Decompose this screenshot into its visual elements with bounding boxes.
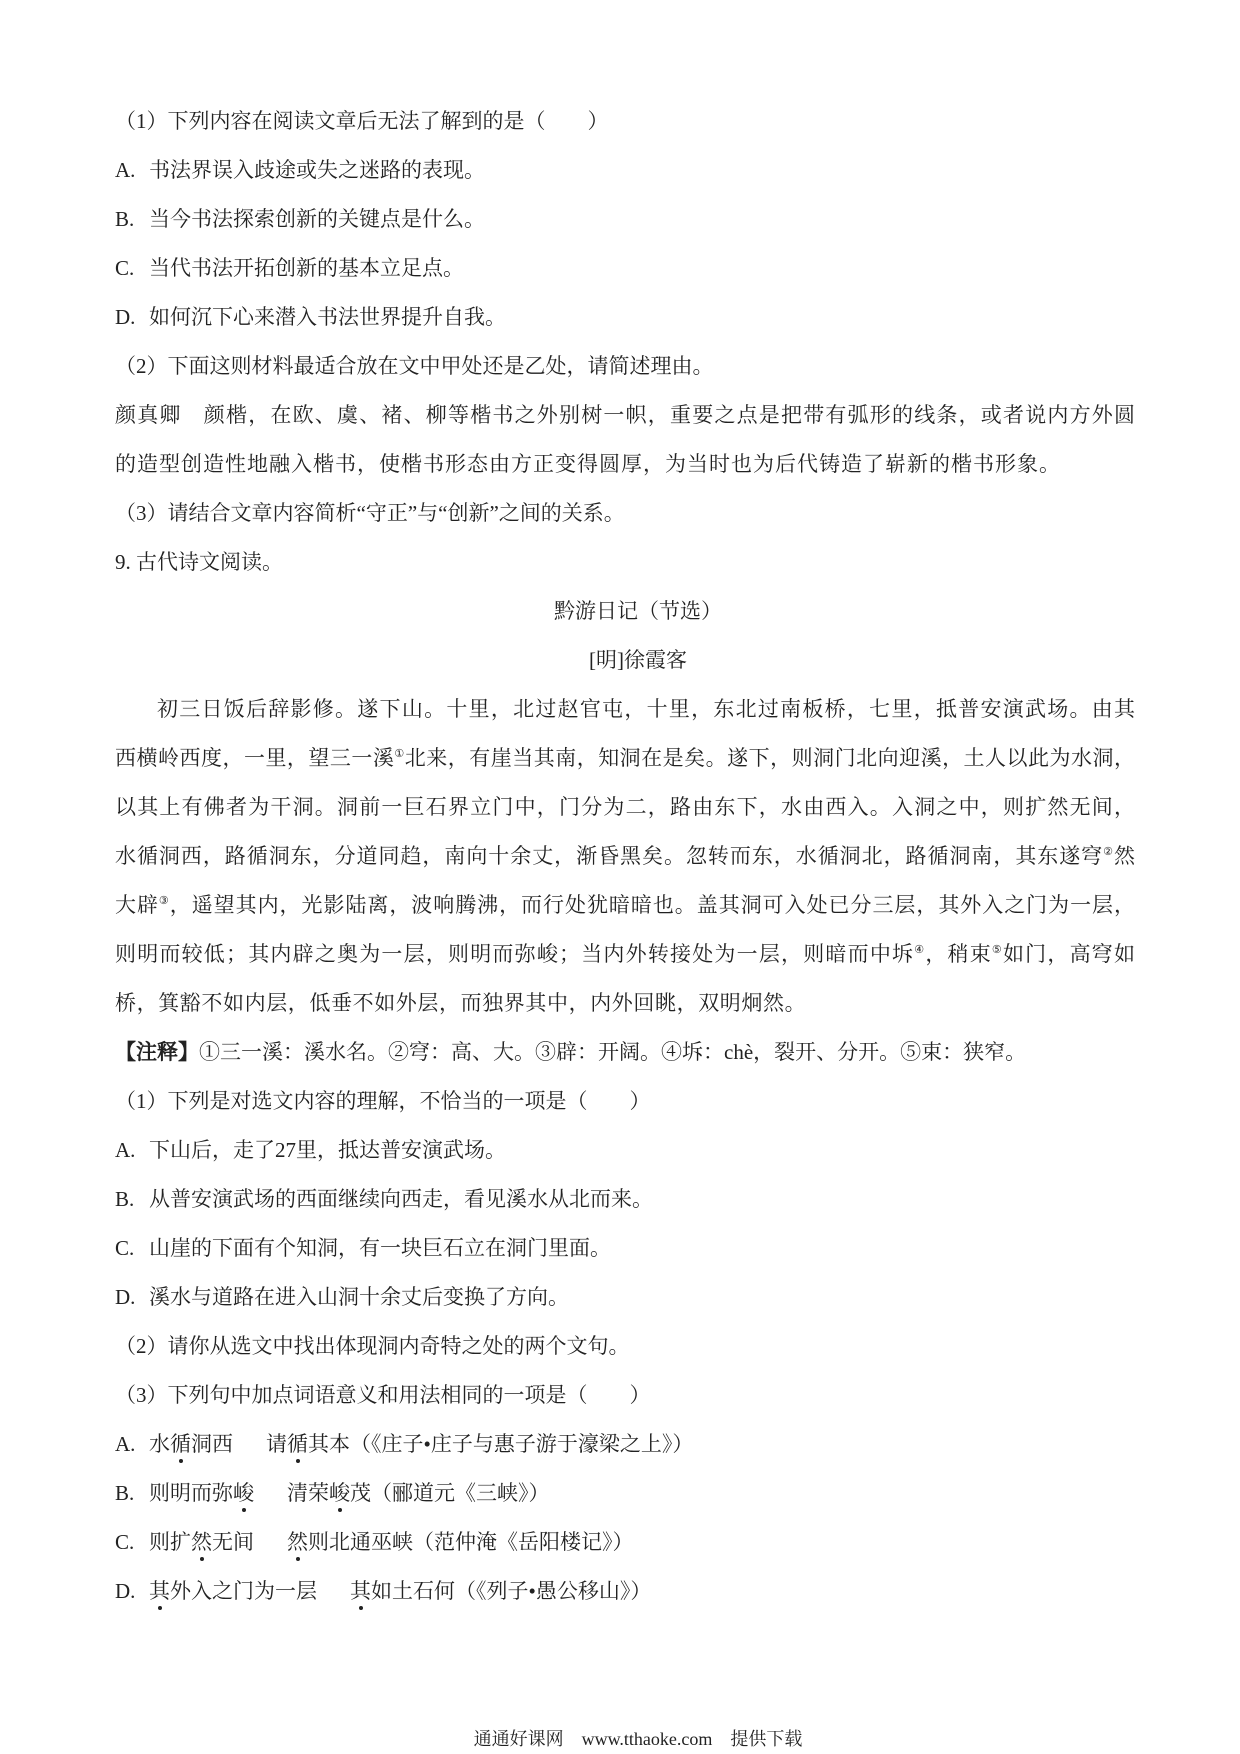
- q9-part1-option-d: [115, 1273, 1135, 1322]
- q8-part2-material-line-1: 颜真卿 颜楷，在欧、虞、褚、柳等楷书之外别树一帜，重要之点是把带有弧形的线条，或者说内方外圆: [115, 403, 1135, 427]
- sentence-text: 如土石何（《列子•愚公移山》）: [371, 1579, 652, 1603]
- footnote-marker: ①: [394, 748, 405, 760]
- document-body: [115, 97, 1135, 1616]
- sentence-text: 则明而弥: [149, 1481, 233, 1505]
- q9-part3-option-d: [115, 1567, 1135, 1616]
- option-label: C.: [115, 1236, 135, 1260]
- passage-line-5: [115, 881, 1135, 930]
- option-sentence-a: [149, 1530, 254, 1554]
- q9-part3-stem: （3）下列句中加点词语意义和用法相同的一项是（ ）: [115, 1383, 651, 1407]
- sentence-text: 则北通巫峡（范仲淹《岳阳楼记》）: [308, 1530, 634, 1554]
- q8-part1-option-b: [115, 195, 1135, 244]
- dotted-word: 然: [191, 1518, 212, 1567]
- option-sentence-b: [287, 1481, 550, 1505]
- option-sentence-a: [149, 1481, 254, 1505]
- q8-part1-option-c: [115, 244, 1135, 293]
- q9-part2-stem: （2）请你从选文中找出体现洞内奇特之处的两个文句。: [115, 1334, 630, 1358]
- option-sentence-b: [266, 1432, 693, 1456]
- option-text: 书法界误入歧途或失之迷路的表现。: [149, 158, 485, 182]
- footnote-marker: ⑤: [991, 944, 1003, 956]
- q9-part3-option-a: [115, 1420, 1135, 1469]
- passage-text: 北来，有崖当其南，知洞在是矣。遂下，则洞门北向迎溪，土人以此为水洞，: [404, 746, 1135, 770]
- dotted-word: 其: [149, 1567, 170, 1616]
- passage-text: 如门，高穹如: [1002, 942, 1135, 966]
- option-text: 溪水与道路在进入山洞十余丈后变换了方向。: [149, 1285, 569, 1309]
- q8-part1-stem: （1）下列内容在阅读文章后无法了解到的是（ ）: [115, 109, 609, 133]
- passage-line-7: [115, 979, 1135, 1028]
- option-label: D.: [115, 1285, 136, 1309]
- option-sentence-a: [149, 1579, 317, 1603]
- option-sentence-a: [149, 1432, 233, 1456]
- q9-part1-option-c: [115, 1224, 1135, 1273]
- q9-heading: 9. 古代诗文阅读。: [115, 550, 283, 574]
- q9-part3-option-c: [115, 1518, 1135, 1567]
- passage-text: ，遥望其内，光影陆离，波响腾沸，而行处犹暗暗也。盖其洞可入处已分三层，其外入之门为一层，: [169, 893, 1135, 917]
- q8-part2-material-line-2: 的造型创造性地融入楷书，使楷书形态由方正变得圆厚，为当时也为后代铸造了崭新的楷书形象。: [115, 452, 1061, 476]
- sentence-text: 则扩: [149, 1530, 191, 1554]
- q9-part1-option-b: [115, 1175, 1135, 1224]
- option-label: C.: [115, 256, 135, 280]
- q8-part1-option-a: [115, 146, 1135, 195]
- option-label: A.: [115, 158, 136, 182]
- option-label: A.: [115, 1138, 136, 1162]
- passage-text: 则明而较低；其内辟之奥为一层，则明而弥峻；当内外转接处为一层，则暗而中坼: [115, 942, 915, 966]
- footnote-marker: ③: [158, 895, 170, 907]
- sentence-text: 其本（《庄子•庄子与惠子游于濠梁之上》）: [308, 1432, 694, 1456]
- passage-text: ，稍束: [925, 942, 992, 966]
- passage-text: 以其上有佛者为干洞。洞前一巨石界立门中，门分为二，路由东下，水由西入。入洞之中，则扩然无间，: [115, 795, 1135, 819]
- dotted-word: 然: [287, 1518, 308, 1567]
- option-label: B.: [115, 207, 135, 231]
- q8-part1-option-d: [115, 293, 1135, 342]
- option-sentence-b: [350, 1579, 651, 1603]
- option-text: 如何沉下心来潜入书法世界提升自我。: [149, 305, 506, 329]
- sentence-text: 外入之门为一层: [170, 1579, 317, 1603]
- option-label: C.: [115, 1530, 135, 1554]
- dotted-word: 循: [170, 1420, 191, 1469]
- option-text: 当代书法开拓创新的基本立足点。: [149, 256, 464, 280]
- passage-text: 桥，箕豁不如内层，低垂不如外层，而独界其中，内外回眺，双明炯然。: [115, 991, 807, 1015]
- sentence-text: 洞西: [191, 1432, 233, 1456]
- sentence-text: 无间: [212, 1530, 254, 1554]
- footnote-marker: ④: [914, 944, 926, 956]
- q9-part3-option-b: [115, 1469, 1135, 1518]
- passage-line-2: [115, 734, 1135, 783]
- q9-part1-stem: （1）下列是对选文内容的理解，不恰当的一项是（ ）: [115, 1089, 651, 1113]
- option-label: B.: [115, 1187, 135, 1211]
- dotted-word: 峻: [329, 1469, 350, 1518]
- dotted-word: 其: [350, 1567, 371, 1616]
- dotted-word: 峻: [233, 1469, 254, 1518]
- passage-author: [明]徐霞客: [589, 648, 687, 672]
- passage-line-1: [115, 685, 1135, 734]
- option-label: B.: [115, 1481, 135, 1505]
- footnote-marker: ②: [1103, 846, 1114, 858]
- passage-text: 然: [1114, 844, 1135, 868]
- passage-notes: [115, 1028, 1135, 1077]
- passage-text: 初三日饭后辞影修。遂下山。十里，北过赵官屯，十里，东北过南板桥，七里，抵普安演武场。由其: [157, 697, 1135, 721]
- passage-text: 水循洞西，路循洞东，分道同趋，南向十余丈，渐昏黑矣。忽转而东，水循洞北，路循洞南，其东遂穹: [115, 844, 1104, 868]
- option-text: 下山后，走了27里，抵达普安演武场。: [149, 1138, 506, 1162]
- sentence-text: 请: [266, 1432, 287, 1456]
- option-text: 山崖的下面有个知洞，有一块巨石立在洞门里面。: [149, 1236, 611, 1260]
- option-text: 当今书法探索创新的关键点是什么。: [149, 207, 485, 231]
- option-label: D.: [115, 305, 136, 329]
- passage-line-4: [115, 832, 1135, 881]
- option-label: D.: [115, 1579, 136, 1603]
- notes-text: ①三一溪：溪水名。②穹：高、大。③辟：开阔。④坼：chè，裂开、分开。⑤束：狭窄。: [199, 1040, 1027, 1064]
- passage-text: 大辟: [115, 893, 159, 917]
- page-footer: 通通好课网 www.tthaoke.com 提供下载: [473, 1729, 803, 1749]
- option-label: A.: [115, 1432, 136, 1456]
- q9-part1-option-a: [115, 1126, 1135, 1175]
- sentence-text: 茂（郦道元《三峡》）: [350, 1481, 550, 1505]
- option-text: 从普安演武场的西面继续向西走，看见溪水从北而来。: [149, 1187, 653, 1211]
- option-sentence-b: [287, 1530, 634, 1554]
- sentence-text: 水: [149, 1432, 170, 1456]
- dotted-word: 循: [287, 1420, 308, 1469]
- notes-label: 【注释】: [115, 1040, 199, 1064]
- passage-title: 黔游日记（节选）: [554, 599, 722, 623]
- passage-line-3: [115, 783, 1135, 832]
- sentence-text: 清荣: [287, 1481, 329, 1505]
- q8-part3-stem: （3）请结合文章内容简析“守正”与“创新”之间的关系。: [115, 501, 625, 525]
- passage-line-6: [115, 930, 1135, 979]
- q8-part2-stem: （2）下面这则材料最适合放在文中甲处还是乙处，请简述理由。: [115, 354, 714, 378]
- passage-text: 西横岭西度，一里，望三一溪: [115, 746, 395, 770]
